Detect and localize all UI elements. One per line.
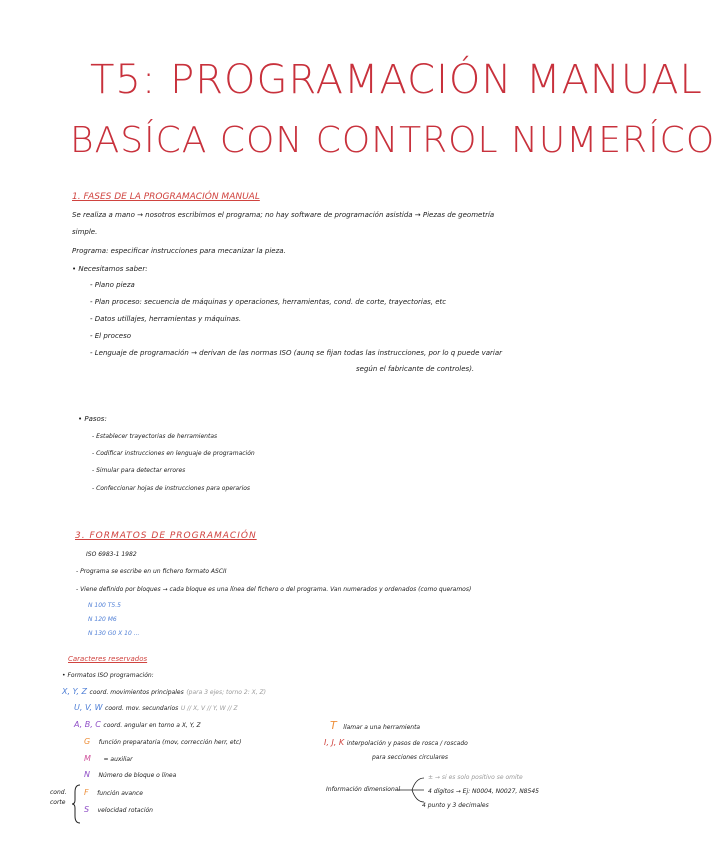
paso-item: - Confeccionar hojas de instrucciones para operarios [92, 485, 251, 492]
necesitamos-label: • Necesitamos saber: [72, 265, 148, 273]
programa-definition: Programa: especificar instrucciones para mecanizar la pieza. [72, 247, 286, 255]
code-key: G [84, 737, 91, 746]
code-key: X, Y, Z [62, 687, 87, 696]
brace-icon [72, 784, 82, 824]
code-extra: U // X, V // Y, W // Z [180, 705, 238, 712]
section-1-heading: 1. FASES DE LA PROGRAMACIÓN MANUAL [72, 192, 260, 202]
paso-item: - Establecer trayectorias de herramientas [92, 433, 218, 440]
section-3-line-2: - Viene definido por bloques → cada bloque es una línea del fichero o del programa. Van numerados y ordenados (como queramos) [76, 586, 472, 593]
section-3-line-1: - Programa se escribe en un fichero formato ASCII [76, 568, 227, 575]
code-extra: (para 3 ejes; torno 2: X, Z) [186, 689, 267, 696]
code-desc: coord. angular en torno a X, Y, Z [103, 722, 201, 729]
code-key: A, B, C [74, 720, 101, 729]
code-desc-cont: para secciones circulares [372, 754, 448, 761]
code-row [84, 789, 143, 797]
list-item: - Lenguaje de programación → derivan de las normas ISO (aunq se fijan todas las instrucciones, por lo q puede variar [90, 349, 503, 357]
title-line-2: BASÍCA CON CONTROL NUMERÍCO [70, 120, 715, 161]
code-key: F [84, 788, 89, 797]
list-item: - Plano pieza [90, 281, 135, 289]
code-desc: Número de bloque o línea [98, 772, 177, 779]
code-desc: = auxiliar [103, 756, 133, 763]
list-item: - Plan proceso: secuencia de máquinas y operaciones, herramientas, cond. de corte, trayectorias, etc [90, 298, 447, 306]
paso-item: - Codificar instrucciones en lenguaje de programación [92, 450, 255, 457]
code-row [84, 771, 176, 779]
pasos-label: • Pasos: [78, 415, 107, 423]
code-block-line: N 120 M6 [88, 616, 117, 623]
code-desc: coord. mov. secundarios [105, 705, 179, 712]
title-line-1: T5: PROGRAMACIÓN MANUAL [90, 57, 703, 103]
code-desc: función avance [97, 790, 143, 797]
code-row [84, 738, 242, 746]
dim-item: 4 dígitos → Ej: N0004, N0027, N8545 [428, 788, 539, 795]
dim-item: ± → si es solo positivo se omite [428, 774, 523, 781]
code-key: T [330, 719, 337, 732]
code-desc: velocidad rotación [97, 807, 153, 814]
code-key: M [84, 754, 91, 763]
code-block-line: N 100 T5.5 [88, 602, 121, 609]
dim-label: Información dimensional [326, 786, 401, 793]
code-desc: coord. movimientos principales [89, 689, 184, 696]
section-1-intro-2: simple. [72, 228, 98, 236]
code-row [62, 688, 266, 696]
code-desc: interpolación y pasos de rosca / roscado [346, 740, 468, 747]
list-item: - El proceso [90, 332, 132, 340]
paso-item: - Simular para detectar errores [92, 467, 186, 474]
code-key: I, J, K [324, 738, 345, 747]
cond-corte-label: corte [50, 799, 66, 806]
list-item: - Datos utillajes, herramientas y máquinas. [90, 315, 242, 323]
code-desc: llamar a una herramienta [343, 724, 421, 731]
code-key: S [84, 805, 90, 814]
dim-item: 4 punto y 3 decimales [422, 802, 489, 809]
caracteres-heading: Caracteres reservados [68, 655, 148, 663]
code-row [84, 806, 153, 814]
cond-corte-label: cond. [50, 789, 67, 796]
code-row [74, 721, 201, 729]
formatos-label: • Formatos ISO programación: [62, 672, 154, 679]
code-row-right [324, 739, 468, 747]
code-row [74, 704, 238, 712]
code-key: U, V, W [74, 703, 103, 712]
code-desc: función preparatoria (mov, corrección herr, etc) [98, 739, 242, 746]
section-1-intro-1: Se realiza a mano → nosotros escribimos el programa; no hay software de programación asistida → Piezas de geometría [72, 211, 495, 219]
code-key: N [84, 770, 90, 779]
code-row [84, 755, 133, 763]
code-row-right [330, 720, 420, 731]
iso-norma: ISO 6983-1 1982 [86, 551, 137, 558]
section-3-heading: 3. FORMATOS DE PROGRAMACIÓN [75, 531, 257, 541]
code-block-line: N 130 G0 X 10 ... [88, 630, 140, 637]
list-item-continuation: según el fabricante de controles). [356, 365, 475, 373]
